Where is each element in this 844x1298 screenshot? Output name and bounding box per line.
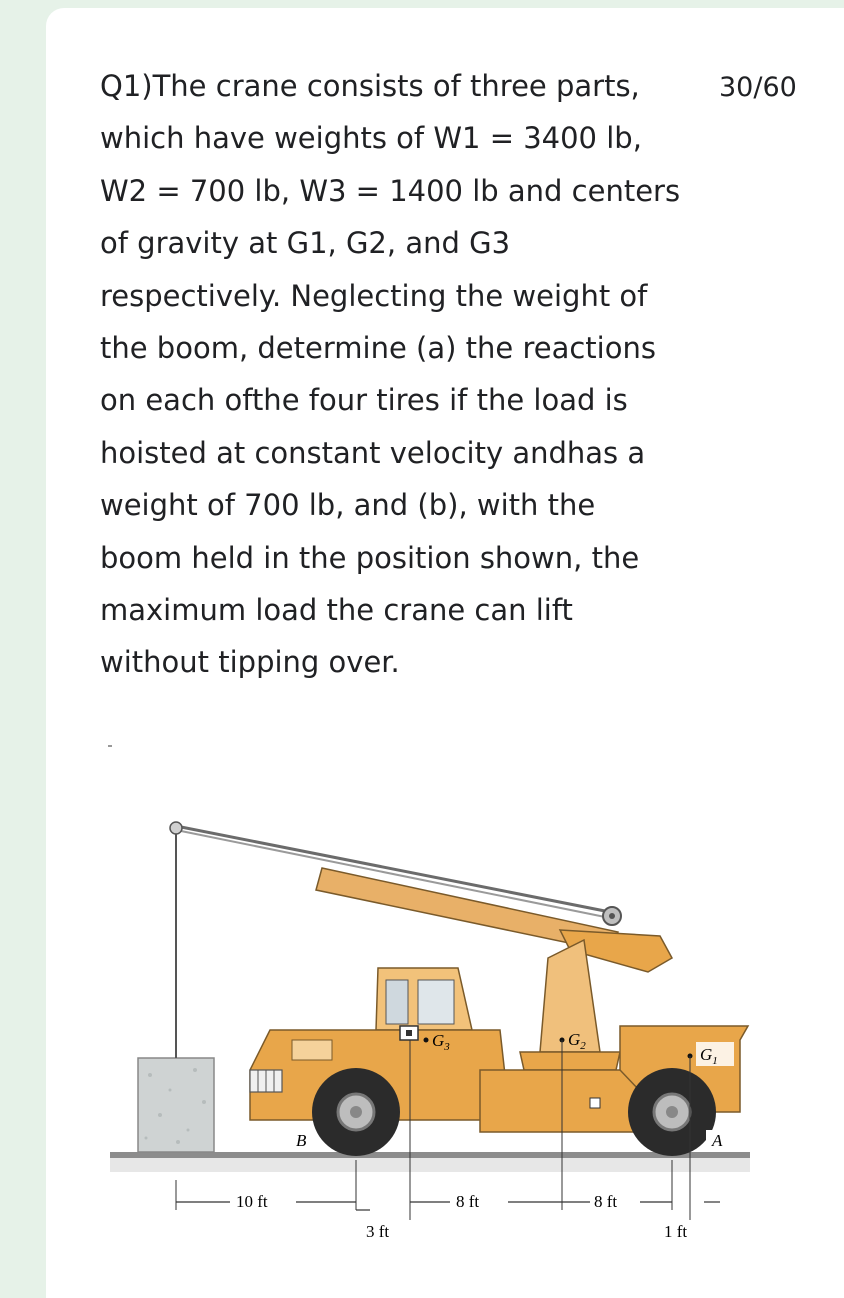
dim-10ft: 10 ft: [236, 1192, 268, 1211]
g1-label: $G_1$: [700, 1045, 718, 1067]
question-line: Q1)The crane consists of three parts,: [100, 69, 640, 103]
question-line: boom held in the position shown, the: [100, 540, 640, 575]
question-line: which have weights of W1 = 3400 lb,: [100, 121, 642, 156]
dim-8ft-a: 8 ft: [456, 1192, 480, 1211]
support-b-label: B: [296, 1131, 307, 1150]
dim-8ft-b: 8 ft: [594, 1192, 618, 1211]
score-label: 30/60: [719, 72, 797, 103]
crane-figure: [100, 740, 760, 1250]
g2-label: $G_2$: [568, 1030, 586, 1052]
dim-1ft: 1 ft: [664, 1222, 688, 1241]
support-a-label: A: [712, 1131, 723, 1150]
wheel-b: [312, 1068, 400, 1156]
question-line: hoisted at constant velocity andhas a: [100, 435, 646, 470]
question-line: of gravity at G1, G2, and G3: [100, 226, 511, 261]
ground: [110, 1152, 750, 1158]
question-line: W2 = 700 lb, W3 = 1400 lb and centers: [100, 173, 681, 208]
question-line: the boom, determine (a) the reactions: [100, 331, 656, 366]
dim-3ft: 3 ft: [366, 1222, 390, 1241]
question-line: on each ofthe four tires if the load is: [100, 383, 628, 418]
question-line: without tipping over.: [100, 645, 400, 680]
question-text: [100, 60, 720, 689]
question-line: respectively. Neglecting the weight of: [100, 278, 648, 313]
load-block: [138, 1058, 214, 1152]
wheel-a: [628, 1068, 716, 1156]
g3-label: $G_3$: [432, 1031, 450, 1053]
question-line: maximum load the crane can lift: [100, 593, 573, 628]
question-line: weight of 700 lb, and (b), with the: [100, 488, 596, 523]
